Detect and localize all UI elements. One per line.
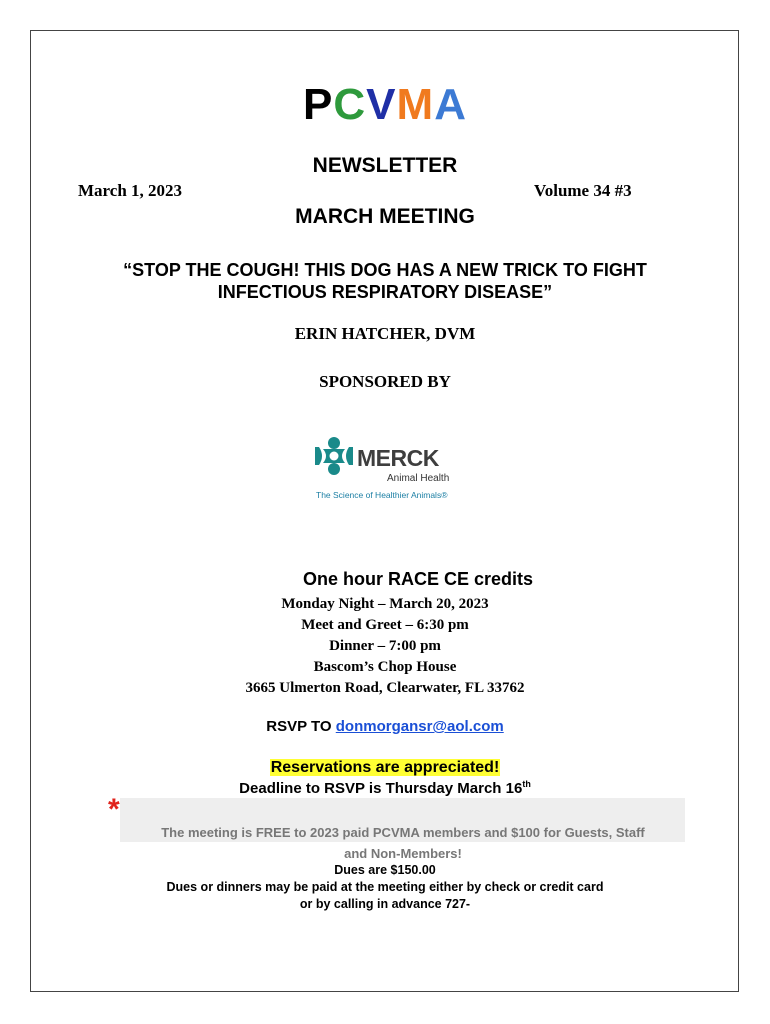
reservations-highlight: Reservations are appreciated!	[270, 759, 500, 776]
logo-letter-m: M	[396, 80, 435, 129]
venue-address: 3665 Ulmerton Road, Clearwater, FL 33762	[245, 680, 525, 696]
sponsored-by-label: SPONSORED BY	[319, 372, 451, 391]
dinner-time: Dinner – 7:00 pm	[329, 638, 441, 654]
issue-date: March 1, 2023	[78, 181, 183, 200]
event-date: Monday Night – March 20, 2023	[281, 596, 489, 612]
merck-division: Animal Health	[387, 473, 450, 484]
rsvp-label: RSVP TO	[266, 718, 332, 735]
free-meeting-note	[118, 822, 688, 864]
newsletter-label: NEWSLETTER	[312, 154, 458, 177]
logo-letter-v: V	[366, 80, 397, 129]
free-note-line-2: and Non-Members!	[344, 846, 462, 861]
merck-logo-icon	[315, 437, 353, 475]
logo-letter-a: A	[434, 80, 467, 129]
talk-title	[0, 259, 770, 303]
rsvp-email-link[interactable]: donmorgansr@aol.com	[335, 718, 504, 735]
reservations-note	[0, 759, 770, 777]
merck-wordmark: MERCK	[357, 445, 439, 471]
merck-sponsor-logo	[315, 437, 495, 505]
event-details	[0, 594, 770, 699]
meeting-title: MARCH MEETING	[295, 205, 475, 228]
logo-letter-c: C	[333, 80, 367, 129]
issue-volume: Volume 34 #3	[534, 181, 632, 200]
asterisk-marker: *	[108, 793, 120, 826]
pcvma-logo	[0, 80, 770, 130]
merck-tagline: The Science of Healthier Animals®	[316, 490, 448, 500]
dues-info	[0, 862, 770, 913]
deadline-text: Deadline to RSVP is Thursday March 16	[239, 780, 523, 797]
free-note-line-1: The meeting is FREE to 2023 paid PCVMA members and $100 for Guests, Staff	[161, 825, 645, 840]
rsvp-line	[0, 718, 770, 735]
speaker-name: ERIN HATCHER, DVM	[294, 324, 476, 343]
talk-title-line-2: INFECTIOUS RESPIRATORY DISEASE”	[217, 282, 553, 302]
deadline-suffix: th	[522, 779, 531, 789]
dues-amount: Dues are $150.00	[334, 863, 436, 877]
talk-title-line-1: “STOP THE COUGH! THIS DOG HAS A NEW TRICK TO FIGHT	[123, 260, 647, 280]
payment-line-2: or by calling in advance 727-	[299, 897, 471, 911]
ce-credits: One hour RACE CE credits	[303, 569, 534, 589]
payment-line-1: Dues or dinners may be paid at the meeting either by check or credit card	[166, 880, 604, 894]
logo-letter-p: P	[303, 80, 334, 129]
venue-name: Bascom’s Chop House	[313, 659, 457, 675]
meet-and-greet-time: Meet and Greet – 6:30 pm	[301, 617, 469, 633]
